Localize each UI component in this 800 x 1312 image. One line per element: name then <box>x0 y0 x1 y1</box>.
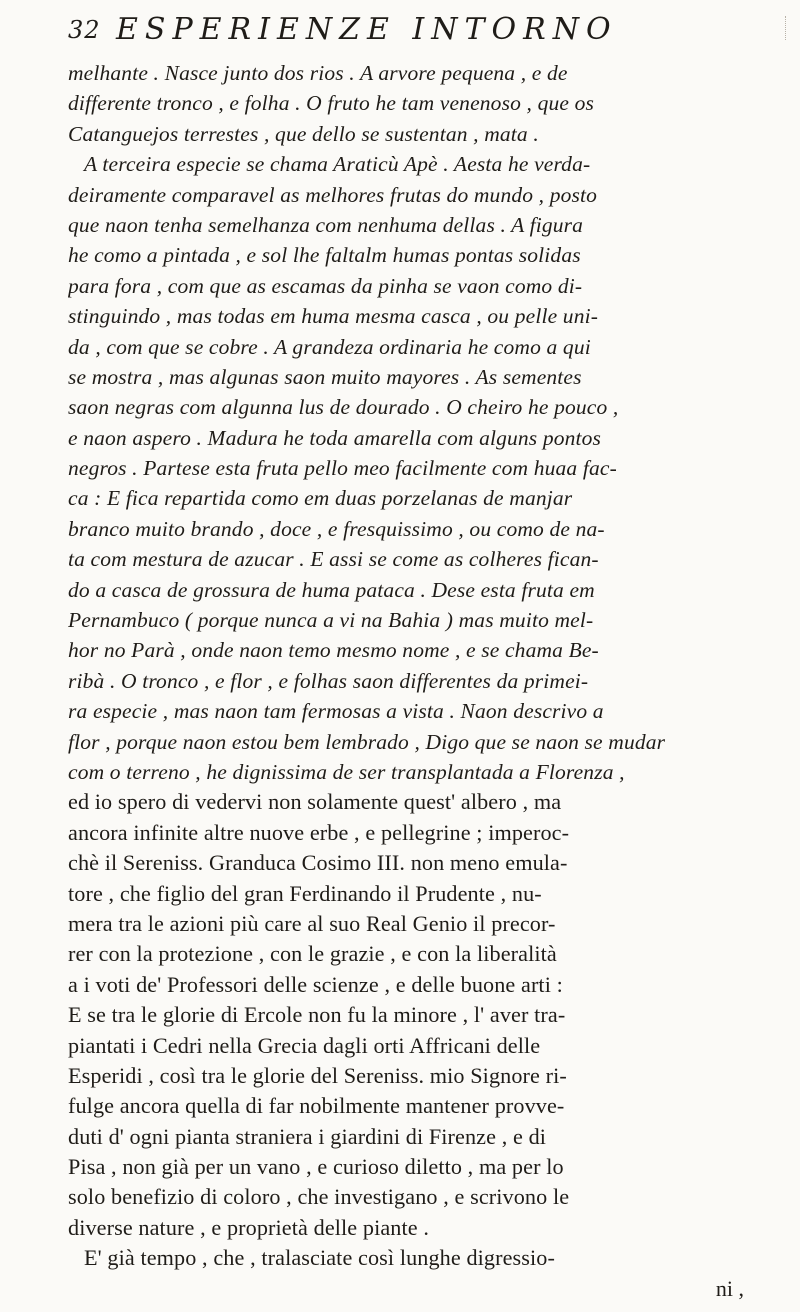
text-line: Pisa , non già per un vano , e curioso diletto , ma per lo <box>68 1154 564 1180</box>
text-line: ed io spero di vedervi non solamente quest' albero , ma <box>68 789 562 815</box>
running-head: ESPERIENZE INTORNO <box>116 12 618 47</box>
text-line: ca : E fica repartida como em duas porzelanas de manjar <box>68 486 573 511</box>
text-line: negros . Partese esta fruta pello meo facilmente com huaa fac- <box>68 456 617 481</box>
text-line: he como a pintada , e sol lhe faltalm humas pontas solidas <box>68 243 581 268</box>
text-line: tore , che figlio del gran Ferdinando il Prudente , nu- <box>68 880 542 906</box>
text-line: se mostra , mas algunas saon muito mayores . As sementes <box>68 364 582 389</box>
text-line: ancora infinite altre nuove erbe , e pellegrine ; imperoc- <box>68 819 570 845</box>
body-text <box>68 58 758 1304</box>
text-line: differente tronco , e folha . O fruto he tam venenoso , que os <box>68 91 595 116</box>
text-line: E' già tempo , che , tralasciate così lunghe digressio- <box>84 1245 555 1271</box>
text-line: com o terreno , he dignissima de ser transplantada a Florenza , <box>68 759 625 784</box>
page-header <box>68 10 758 52</box>
text-line: hor no Parà , onde naon temo mesmo nome , e se chama Be- <box>68 638 599 663</box>
text-line: ribà . O tronco , e flor , e folhas saon differentes da primei- <box>68 668 589 693</box>
text-line: duti d' ogni pianta straniera i giardini di Firenze , e di <box>68 1123 547 1149</box>
text-line: melhante . Nasce junto dos rios . A arvore pequena , e de <box>68 61 568 85</box>
text-line: para fora , com que as escamas da pinha se vaon como di- <box>68 273 583 298</box>
text-line: deiramente comparavel as melhores frutas do mundo , posto <box>68 182 598 207</box>
text-line: e naon aspero . Madura he toda amarella com alguns pontos <box>68 425 602 450</box>
text-line: branco muito brando , doce , e fresquissimo , ou como de na- <box>68 516 605 541</box>
text-line: A terceira especie se chama Araticù Apè . Aesta he verda- <box>84 152 591 177</box>
text-line: diverse nature , e proprietà delle piante . <box>68 1214 429 1240</box>
text-line: mera tra le azioni più care al suo Real Genio il precor- <box>68 910 556 936</box>
text-line: solo benefizio di coloro , che investigano , e scrivono le <box>68 1184 570 1210</box>
text-line: a i voti de' Professori delle scienze , e delle buone arti : <box>68 971 563 997</box>
text-line: Pernambuco ( porque nunca a vi na Bahia ) mas muito mel- <box>68 608 594 633</box>
text-line: Catanguejos terrestes , que dello se sustentan , mata . <box>68 121 539 146</box>
text-line: ra especie , mas naon tam fermosas a vista . Naon descrivo a <box>68 699 604 724</box>
text-line: E se tra le glorie di Ercole non fu la minore , l' aver tra- <box>68 1002 566 1028</box>
text-line: piantati i Cedri nella Grecia dagli orti Affricani delle <box>68 1032 541 1058</box>
text-line: fulge ancora quella di far nobilmente mantener provve- <box>68 1093 565 1119</box>
margin-speck-decoration <box>779 16 786 40</box>
text-line: saon negras com algunna lus de dourado . O cheiro he pouco , <box>68 395 619 420</box>
text-line: chè il Sereniss. Granduca Cosimo III. non meno emula- <box>68 850 568 876</box>
text-line: flor , porque naon estou bem lembrado , Digo que se naon se mudar <box>68 729 666 754</box>
text-line: Esperidi , così tra le glorie del Sereniss. mio Signore ri- <box>68 1062 567 1088</box>
text-line: do a casca de grossura de huma pataca . Dese esta fruta em <box>68 577 595 602</box>
text-line: que naon tenha semelhanza com nenhuma dellas . A figura <box>68 212 584 237</box>
catchword: ni , <box>715 1275 744 1301</box>
text-line: rer con la protezione , con le grazie , e con la liberalità <box>68 941 557 967</box>
text-line: da , com que se cobre . A grandeza ordinaria he como a qui <box>68 334 591 359</box>
page-number: 32 <box>68 16 101 44</box>
text-line: ta com mestura de azucar . E assi se come as colheres fican- <box>68 547 599 572</box>
text-line: stinguindo , mas todas em huma mesma casca , ou pelle uni- <box>68 304 599 329</box>
